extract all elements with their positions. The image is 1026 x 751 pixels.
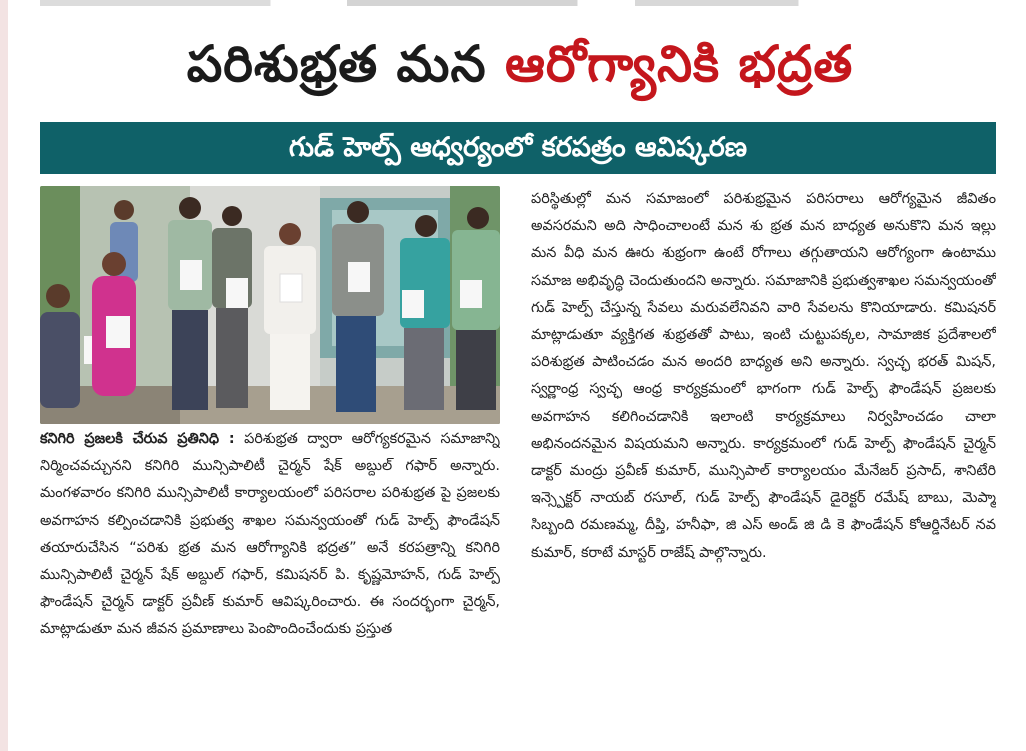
person-4: [168, 197, 212, 410]
article-body-right: పరిస్థితుల్లో మన సమాజంలో పరిశుభ్రమైన పరిసరాలు ఆరోగ్యమైన జీవితం అవసరమని అది సాధించాలంటే మన శు భ్రత మన బాధ్యత అనుకొని మన ఇల్లు మన వీధి మన ఊరు శుభ్రంగా ఉంటే రోగాలు తగ్గుతాయని ఆరోగ్యంగా ఉంటాము సమాజ అభివృద్ధి చెందుతుందని అన్నారు. సమాజానికి ప్రభుత్వశాఖల సమన్వయంతో గుడ్ హెల్ప్ చేస్తున్న సేవలు మరువలేనివని వారి సేవలను కొనియాడారు. కమిషనర్ మాట్లాడుతూ వ్యక్తిగత శుభ్రతతో పాటు, ఇంటి చుట్టుపక్కల, సామాజిక ప్రదేశాలలో పరిశుభ్రత పాటించడం మన అందరి బాధ్యత అని అన్నారు. స్వచ్ఛ భరత్ మిషన్, స్వర్ణాంధ్ర స్వచ్ఛ ఆంధ్ర కార్యక్రమంలో భాగంగా గుడ్ హెల్ప్ ఫౌండేషన్ ప్రజలకు అవగాహన కలిగించడానికి ఇలాంటి కార్యక్రమాలు నిర్వహించడం చాలా అభినందనమైన విషయమని అన్నారు. కార్యక్రమంలో గుడ్ హెల్ప్ ఫౌండేషన్ చైర్మన్ డాక్టర్ మంద్రు ప్రవీణ్ కుమార్, మున్సిపాల్ కార్యాలయం మేనేజర్ ప్రసాద్, శానిటేరి ఇన్స్పెక్టర్ నాయబ్ రసూల్, గుడ్ హెల్ప్ ఫౌండేషన్ డైరెక్టర్ రమేష్ బాబు, మెప్మా సిబ్బంది రమణమ్మ, దీప్తి, హనీఫా, జి ఎస్ అండ్ జి డి కె ఫౌండేషన్ కోఆర్డినేటర్ నవ కుమార్, కరాటే మాస్టర్ రాజేష్ పాల్గొన్నారు.: [531, 191, 996, 561]
person-6: [264, 223, 316, 410]
article-column-left: [40, 426, 500, 746]
dateline: కనిగిరి ప్రజలకి చేరువ ప్రతినిధి :: [40, 431, 235, 447]
headline-part-black: పరిశుభ్రత మన: [186, 35, 505, 93]
subheadline-text: గుడ్ హెల్ప్ ఆధ్వర్యంలో కరపత్రం ఆవిష్కరణ: [288, 132, 748, 163]
person-8: [400, 215, 450, 410]
subheadline-band: [40, 122, 996, 174]
headline: [40, 14, 1000, 114]
group-photo-illustration: [40, 186, 500, 424]
news-photo: [40, 186, 500, 424]
article-column-right: [531, 186, 996, 746]
previous-article-cutoff: [40, 0, 1000, 6]
page-edge: [0, 0, 8, 751]
headline-part-red: ఆరోగ్యానికి భద్రత: [504, 35, 854, 93]
article-body-left: పరిశుభ్రత ద్వారా ఆరోగ్యకరమైన సమాజాన్ని నిర్మించవచ్చునని కనిగిరి మున్సిపాలిటీ చైర్మన్ షేక్ అబ్దుల్ గఫార్ అన్నారు. మంగళవారం కనిగిరి మున్సిపాలిటీ కార్యాలయంలో పరిసరాల పరిశుభ్రత పై ప్రజలకు అవగాహన కల్పించడానికి ప్రభుత్వ శాఖల సమన్వయంతో గుడ్ హెల్ప్ ఫౌండేషన్ తయారుచేసిన “పరిశు భ్రత మన ఆరోగ్యానికి భద్రత” అనే కరపత్రాన్ని కనిగిరి మున్సిపాలిటీ చైర్మన్ షేక్ అబ్దుల్ గఫార్, కమిషనర్ పి. కృష్ణమోహన్, గుడ్ హెల్ప్ ఫౌండేషన్ చైర్మన్ డాక్టర్ ప్రవీణ్ కుమార్ ఆవిష్కరించారు. ఈ సందర్భంగా చైర్మన్, మాట్లాడుతూ మన జీవన ప్రమాణాలు పెంపొందించేందుకు ప్రస్తుత: [40, 431, 500, 638]
person-9: [452, 207, 500, 410]
person-5: [212, 206, 252, 408]
